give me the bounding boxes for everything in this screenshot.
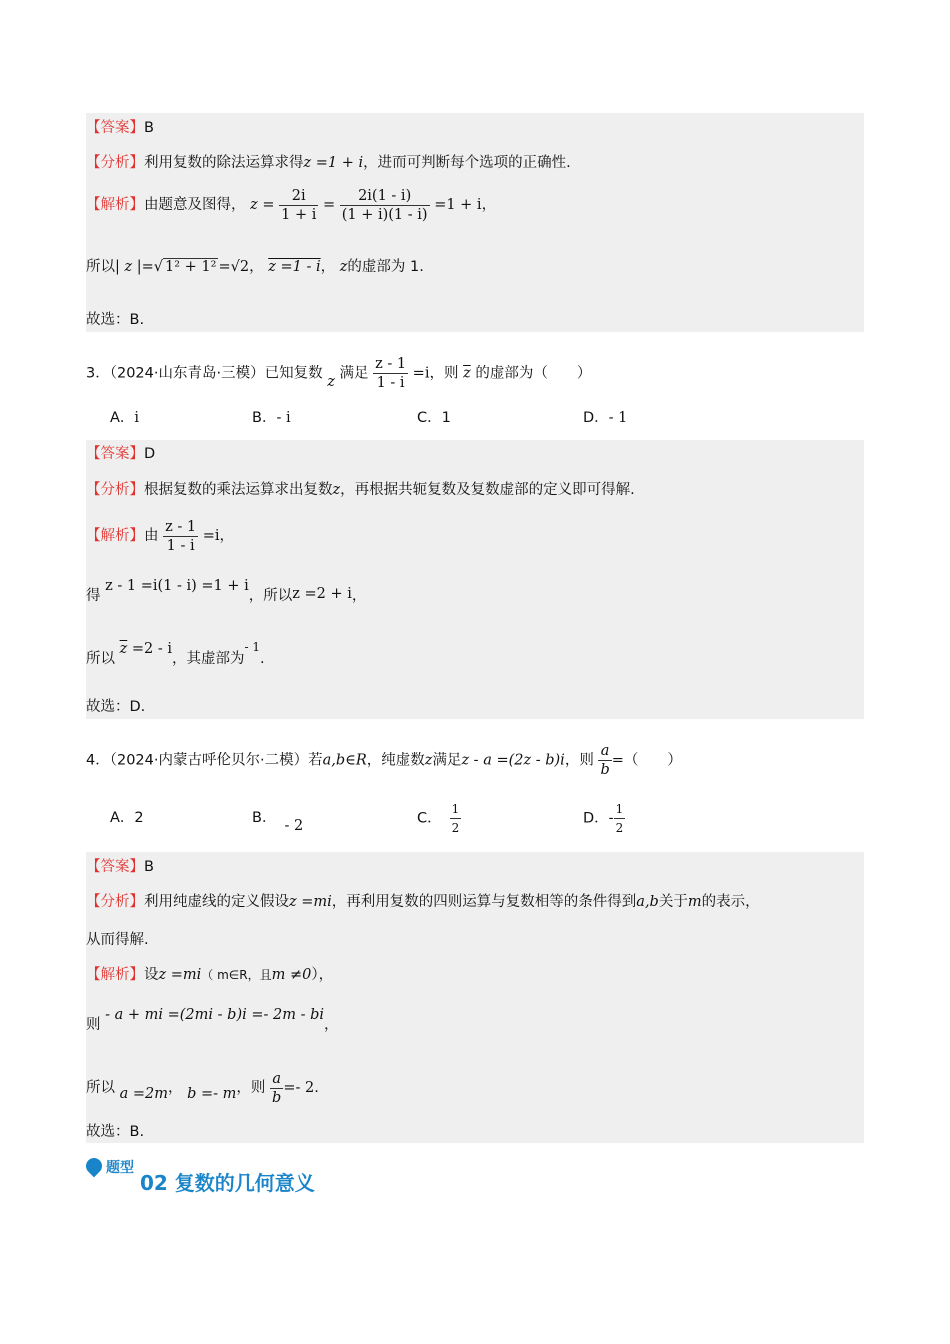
solution-line-3	[86, 1068, 319, 1108]
solution-result: =i，	[202, 528, 234, 544]
q3-fraction	[373, 355, 408, 392]
line3-value: - 1	[244, 640, 261, 654]
q3-option-c[interactable]	[417, 408, 451, 428]
line3-math-1: a =2m	[119, 1086, 168, 1102]
solution-line-1	[86, 516, 234, 556]
line2-math-2: z =2 + i	[292, 586, 352, 602]
option-sign: -	[608, 810, 614, 827]
line3-fraction-num: a	[270, 1070, 283, 1089]
analysis-line	[86, 892, 760, 912]
analysis-tag: 【分析】	[86, 894, 144, 910]
analysis-z: z	[332, 482, 341, 498]
fraction-2-num: 2i(1 - i)	[340, 187, 430, 206]
analysis-tag: 【分析】	[86, 155, 144, 171]
zbar-eq: z =1 - i	[268, 259, 321, 275]
option-fraction-num: 1	[450, 800, 462, 819]
option-fraction-den: 2	[615, 821, 624, 835]
analysis-line	[86, 153, 571, 173]
q3-stem-prefix: 3．（2024·山东青岛·三模）已知复数	[86, 365, 323, 382]
solution-text: 由	[144, 528, 159, 544]
q3-option-a[interactable]	[110, 408, 139, 428]
line3-end: .	[314, 1080, 319, 1096]
z-var: z =	[250, 197, 275, 213]
q4-stem-prefix: 4．（2024·内蒙古呼伦贝尔·二模）若	[86, 752, 323, 769]
line3-comma: ，	[168, 1080, 183, 1096]
line2-end: ，	[324, 1017, 339, 1033]
fraction-2-den: (1 + i)(1 - i)	[341, 206, 428, 223]
solution-result: =1 + i，	[434, 197, 497, 213]
q3-eq: =i	[412, 365, 430, 382]
q3-option-d[interactable]	[583, 408, 627, 428]
solution-tag: 【解析】	[86, 528, 144, 544]
solution-line-2	[86, 1007, 339, 1035]
line3-fraction	[270, 1070, 283, 1107]
solution-tag: 【解析】	[86, 197, 144, 213]
line2-end: ，	[351, 588, 367, 604]
analysis-text: 根据复数的乘法运算求出复数	[144, 482, 333, 498]
analysis-line-2: 从而得解.	[86, 932, 149, 948]
solution-line-1	[86, 185, 496, 225]
imag-part-text: 的虚部为 1.	[347, 259, 424, 275]
line3-prefix: 所以	[86, 1080, 115, 1096]
line3-value: =- 2	[283, 1080, 315, 1096]
z-var-2: z	[339, 259, 348, 275]
option-value: 1	[441, 410, 451, 426]
fraction-2	[340, 187, 430, 224]
question-3-stem	[86, 355, 591, 392]
q4-ab-in-r: a,b∈R	[322, 752, 367, 769]
q3-fraction-den: 1 - i	[376, 375, 405, 391]
conclusion: 故选：B.	[86, 312, 145, 328]
q3-z: z	[327, 373, 335, 390]
analysis-tag: 【分析】	[86, 482, 144, 498]
option-value: - 1	[608, 410, 628, 426]
option-label: C．	[417, 410, 442, 426]
solution-block-3	[86, 852, 864, 1143]
option-label: B．	[252, 410, 277, 426]
answer-tag: 【答案】	[86, 859, 144, 875]
option-label: D．	[583, 410, 609, 426]
q4-eq: z - a =(2z - b)i	[461, 752, 565, 769]
analysis-text: 利用纯虚线的定义假设	[144, 894, 289, 910]
analysis-mid: ，再利用复数的四则运算与复数相等的条件得到	[331, 894, 637, 910]
line3-then: ，则	[236, 1080, 266, 1096]
line3-prefix: 所以	[86, 651, 115, 667]
fraction-1-den: 1 + i	[281, 206, 317, 223]
fraction	[163, 518, 198, 555]
q4-end: =（ ）	[611, 752, 682, 769]
fraction-1-num: 2i	[279, 187, 318, 206]
option-fraction-num: 1	[614, 800, 626, 819]
option-label: A．	[110, 810, 135, 826]
option-value: - i	[276, 410, 291, 426]
comma-2: ，	[320, 259, 336, 275]
q3-mid: 满足	[339, 365, 369, 382]
abs-z: | z |=	[115, 259, 154, 275]
option-fraction	[450, 800, 462, 837]
line2-prefix: 则	[86, 1017, 101, 1033]
zbar: $\overline{z}$	[119, 641, 128, 657]
analysis-post: 的表示，	[701, 894, 760, 910]
solution-tag: 【解析】	[86, 967, 144, 983]
q4-mid: ，纯虚数	[366, 752, 425, 769]
analysis-text-2: ，进而可判断每个选项的正确性.	[363, 155, 571, 171]
solution-paren: （ m∈R，且	[201, 968, 272, 982]
solution-cond: m ≠0	[271, 967, 312, 983]
solution-line-2	[86, 578, 367, 606]
line3-mid: ，其虚部为	[172, 651, 245, 667]
answer-value: D	[144, 446, 156, 462]
answer-value: B	[144, 859, 154, 875]
answer-tag: 【答案】	[86, 120, 144, 136]
conclusion: 故选：D.	[86, 699, 146, 715]
q4-fraction-num: a	[598, 742, 611, 761]
option-label: D．	[583, 810, 609, 827]
location-pin-icon	[83, 1155, 106, 1178]
analysis-line	[86, 480, 635, 500]
analysis-math: z =1 + i	[303, 155, 364, 171]
q4-then: ，则	[564, 752, 594, 769]
q3-option-b[interactable]	[252, 408, 291, 428]
solution-math: z =mi	[158, 967, 202, 983]
q3-fraction-num: z - 1	[375, 356, 407, 372]
line3-end: .	[260, 651, 265, 667]
answer-line	[86, 118, 154, 138]
q4-option-d[interactable]	[583, 800, 625, 837]
solution-block-2	[86, 440, 864, 719]
q4-fraction	[598, 742, 611, 779]
solution-text: 设	[144, 967, 159, 983]
analysis-text: 利用复数的除法运算求得	[144, 155, 304, 171]
option-label: A．	[110, 410, 135, 426]
q4-fraction-den: b	[600, 762, 610, 778]
conclusion: 故选：B.	[86, 1124, 145, 1140]
sqrt-inner: 1² + 1²	[165, 259, 217, 275]
section-title: 02 复数的几何意义	[140, 1171, 315, 1195]
line2-prefix: 得	[86, 588, 101, 604]
q4-option-c[interactable]	[417, 800, 461, 837]
fraction-1	[279, 187, 318, 224]
line3-fraction-den: b	[272, 1089, 282, 1106]
option-label: C．	[417, 810, 442, 827]
section-tag: 题型	[106, 1160, 134, 1176]
analysis-text-2: ，再根据共轭复数及复数虚部的定义即可得解.	[340, 482, 635, 498]
question-4-stem	[86, 742, 682, 779]
answer-line	[86, 444, 155, 464]
sqrt-sign: √	[153, 259, 164, 275]
analysis-m: m	[687, 894, 702, 910]
q4-option-a[interactable]	[110, 808, 144, 828]
answer-line	[86, 857, 154, 877]
equals: =	[322, 197, 336, 213]
line2-math: - a + mi =(2mi - b)i =- 2m - bi	[105, 1007, 325, 1023]
line3-math-2: b =- m	[187, 1086, 237, 1102]
solution-block-1	[86, 113, 864, 332]
line3-math: $\overline{z} =2 - i$	[119, 641, 172, 657]
answer-tag: 【答案】	[86, 446, 144, 462]
solution-line-2	[86, 257, 424, 277]
q3-end: 的虚部为（ ）	[475, 365, 592, 382]
analysis-ab: a,b	[636, 894, 659, 910]
line2-prefix: 所以	[86, 259, 115, 275]
solution-line-1	[86, 965, 333, 985]
solution-end: ），	[311, 967, 334, 983]
line2-math: z - 1 =i(1 - i) =1 + i	[105, 578, 249, 594]
analysis-math: z =mi	[289, 894, 332, 910]
q4-option-b[interactable]	[252, 808, 304, 834]
answer-value: B	[144, 120, 154, 136]
solution-text: 由题意及图得，	[144, 197, 246, 213]
q4-z: z	[424, 752, 433, 769]
option-fraction	[614, 800, 626, 837]
q3-then: ，则	[429, 365, 459, 382]
option-fraction-den: 2	[451, 821, 460, 835]
line2-mid: ，所以	[248, 588, 293, 604]
option-value: i	[134, 410, 140, 426]
analysis-mid2: 关于	[658, 894, 688, 910]
q4-mid2: 满足	[432, 752, 462, 769]
option-value: - 2	[284, 818, 304, 834]
sqrt2: =√2	[218, 259, 250, 275]
q3-zbar: $\overline{z}$	[463, 365, 471, 382]
option-label: B．	[252, 810, 277, 826]
solution-line-3	[86, 640, 265, 669]
option-value: 2	[134, 810, 144, 826]
fraction-num: z - 1	[165, 518, 197, 535]
comma: ，	[249, 259, 264, 275]
fraction-den: 1 - i	[166, 537, 195, 554]
